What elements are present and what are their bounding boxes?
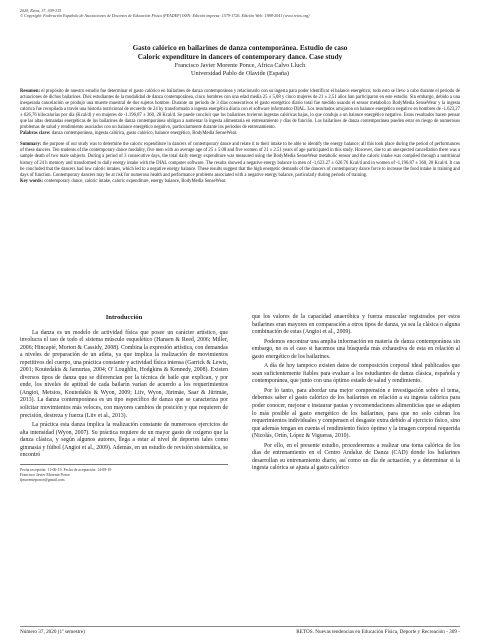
article-page: [20, 8, 460, 482]
palabras-clave-label: Palabras clave:: [20, 131, 51, 137]
section-heading-introduccion: Introducción: [105, 314, 143, 321]
copyright-line: © Copyright: Federación Española de Asociaciones de Docentes de Educación Física (FEADEF) ISSN: Edición impresa: 1579-1726. Edición Web: 1988-2041 (www.retos.org): [20, 13, 310, 18]
keywords-paragraph: [20, 179, 460, 185]
body-paragraph: que los valores de la capacidad anaeróbica y fuerza muscular registrados por estos bailarines eran mayores en comparación a otros tipos de danza, ya sea la clásica o alguna combinación de estas (Angioi et al., 2009).: [252, 314, 460, 336]
body-columns: [20, 314, 460, 483]
abstract-block: [20, 89, 460, 185]
title-block: [20, 44, 460, 77]
title-spanish: Gasto calórico en bailarines de danza contemporánea. Estudio de caso: [132, 44, 348, 52]
journal-header: [20, 8, 460, 18]
page-footer: [20, 629, 460, 635]
footnote: [20, 464, 228, 483]
summary-paragraph: [20, 142, 460, 178]
keywords-label: Key words:: [20, 178, 44, 184]
footnote-dates: Fecha recepción: 11-06-19. Fecha de aceptación: 14-09-19: [20, 467, 112, 472]
title-english: Caloric expenditure in dancers of contemporary dance. Case study: [137, 52, 343, 61]
footer-rule: [20, 626, 460, 627]
body-paragraph: La danza es un modelo de actividad física que posee un carácter artístico, que involucra el uso de todo el sistema músculo esquelético (Hansen & Reed, 2006; Miller, 2006; Hincapié, Morton & Cassidy, 2008). Combina la expresión artística, con demandas a niveles de preparación de un atleta, ya que implica la realización de movimientos repetitivos del cuerpo, una práctica constante y actividad física intensa (Garrick & Lewis, 2001; Koutedakis & Jamurtas, 2004; O' Loughlin, Hodgkins & Kennedy, 2008). Existen diversos tipos de danza que se diferencian por la técnica de baile que explican, y por ende, los niveles de aptitud de cada bailarín varían de acuerdo a los requerimientos (Angioi, Metsios, Koutedakis & Wyon, 2009; Liiv, Wyon, Jürimäe, Saar & Jürimäe, 2013). La danza contemporánea es un tipo específico de danza que se caracteriza por solicitar movimientos más veloces, con mayores cambios de posición y que requieren de precisión, destreza y fuerza (Liiv et al., 2013).: [20, 329, 228, 419]
footer-issue: Número 37, 2020 (1º semestre): [20, 629, 85, 635]
journal-citation: 2020, Retos, 37, 309-315: [20, 8, 62, 13]
body-paragraph: A día de hoy tampoco existen datos de composición corporal ideal publicados que sean suficientemente fiables para evaluar a los estudiantes de danza clásica, española y contemporánea, que junto con una óptimo estado de salud y rendimiento.: [252, 363, 460, 385]
summary-text: the purpose of our study was to determine the caloric expenditure in dancers of contemporary dance and relate it to their intake to be able to identify the energy balance; all this took place during the period of performances of these dancers. Ten students of the contemporary dance modality, five men with an average age of 25 ± 5.08 and five women of 21 ± 2.51 years of age participated in this study. However, due to an unexpected cancellation there was a sample death of two male subjects. During a period of 3 consecutive days, the total daily energy expenditure was measured using the BodyMedia SenseWear metabolic sensor and the caloric intake was compiled through a nutritional history of 24 h memory and transformed to daily energy intake with the DIAL computer software. The results showed a negative energy balance in men of -1,623.27 ± 626.76 Kcal/d and in women of -1,196.87 ± 360, 28 Kcal/d. It can be concluded that the dancers had low caloric intakes, which led to a negative energy balance. These results suggest that the high energetic demands of the dancers of contemporary dance force to increase the food intake in training and days of function. Contemporary dancers may be at risk for numerous health and performance problems associated with a negative energy balance, particularly during periods of training.: [20, 142, 460, 178]
authors: Francisco Javier Morente Ponce, Africa Calvo Lluch: [174, 62, 306, 70]
body-paragraph: Por lo tanto, para abordar una mejor comprensión e investigación sobre el tema, debemos saber el gasto calórico de los bailarines en relación a su ingesta calórica para poder conocer, mejorar e instaurar pautas y recomendaciones alimenticias que se adapten lo más posible al gasto energético de los bailarines, para que no solo cubran los requerimientos individuales y compensen el desgaste extra debido al ejercicio físico, sino que además tengan en cuenta el rendimiento físico óptimo y la imagen corporal requerida (Nicolás, Ortín, López & Vigueras, 2010).: [252, 387, 460, 440]
left-column: [20, 314, 228, 483]
summary-label: Summary:: [20, 142, 42, 148]
footnote-author: Francisco Javier Morente Ponce: [20, 472, 71, 477]
body-paragraph: La práctica esta danza implica la realización constante de numerosos ejercicios de alta intensidad (Wyon, 2007). Su práctica requiere de un mayor gasto de oxígeno que la danza clásica, y según algunos autores, llega a estar al nivel de deportes tales como gimnasia y fútbol (Angioi et al., 2009). Además, en un estudio de revisión sistemática, se encontró: [20, 422, 228, 459]
resumen-paragraph: [20, 89, 460, 131]
footer-journal-page: RETOS. Nuevas tendencias en Educación Física, Deporte y Recreación - 309 -: [296, 629, 460, 635]
footnote-email: fjmorenteponce@gmail.com: [20, 477, 65, 482]
resumen-text: el propósito de nuestro estudio fue determinar el gasto calórico en bailarines de danza contemporánea y relacionarlo con su ingesta para poder identificar el balance energético; todo esto se llevo a cabo durante el periodo de actuaciones de dichos bailarines. Diez estudiantes de la modalidad de danza contemporánea, cinco hombres con una edad media 25 ± 5,08 y cinco mujeres de 21 ± 2,51 años han participaron en este estudio. Sin embargo, debido a una inesperada cancelación se produjo una muerte muestral de dos sujetos hombre. Durante un periodo de 3 días consecutivos el gasto energético diario total fue medido usando el sensor metabolico BodyMedia SenseWear y la ingesta calórica fue recopilada a través una historia nutricional de recuerdo de 24 hy transformado a ingesta energética diaria con el software informatico DIAL. Los resultados arrojaron un balance energético negativo en hombres de -1.623,27 ± 626,76 kilocalorías por día (Kcal/d) y en mujeres de -1.196,87 ± 360, 28 Kcal/d. Se puede concluir que los bailarines tuvieron ingestas calóricas bajas, lo que condujo a un balance energético negativo. Estos resultados hacen pensar que las altas demandas energéticas de los bailarines de danza contemporánea obligan a aumentar la ingesta alimentaria en entrenamiento y días de función. Los bailarines de danza contemporánea pueden estar en riesgo de numerosos problemas de salud y rendimiento asociados con un balance energético negativo, particularmente durante los periodos de entrenamiento.: [20, 89, 460, 131]
affiliation: Universidad Pablo de Olavide (España): [191, 69, 289, 77]
resumen-label: Resumen:: [20, 89, 41, 94]
palabras-clave-text: danza contemporánea, ingesta calórica, gasto calórico, balance energético, BodyMedia SenseWear.: [50, 131, 238, 137]
right-column: [252, 314, 460, 483]
keywords-text: contemporary dance, caloric intake, caloric expenditure, energy balance, BodyMedia SenseWear.: [43, 178, 227, 184]
body-paragraph: Por ello, en el presente estudio, procederemos a realizar una toma calórica de los días de entrenamiento en el Centro Andaluz de Danza (CAD) donde los bailarines desarrollan su entrenamiento diario, así como un día de actuación, y a determinar si la ingesta calórica se ajusta al gasto calórico: [252, 442, 460, 472]
body-paragraph: Podemos encontrar una amplia información en materia de danza contemporánea sin embargo, no es el caso si hacemos una búsqueda más exhaustiva de esta en relación al gasto energético de los bailarines.: [252, 338, 460, 360]
